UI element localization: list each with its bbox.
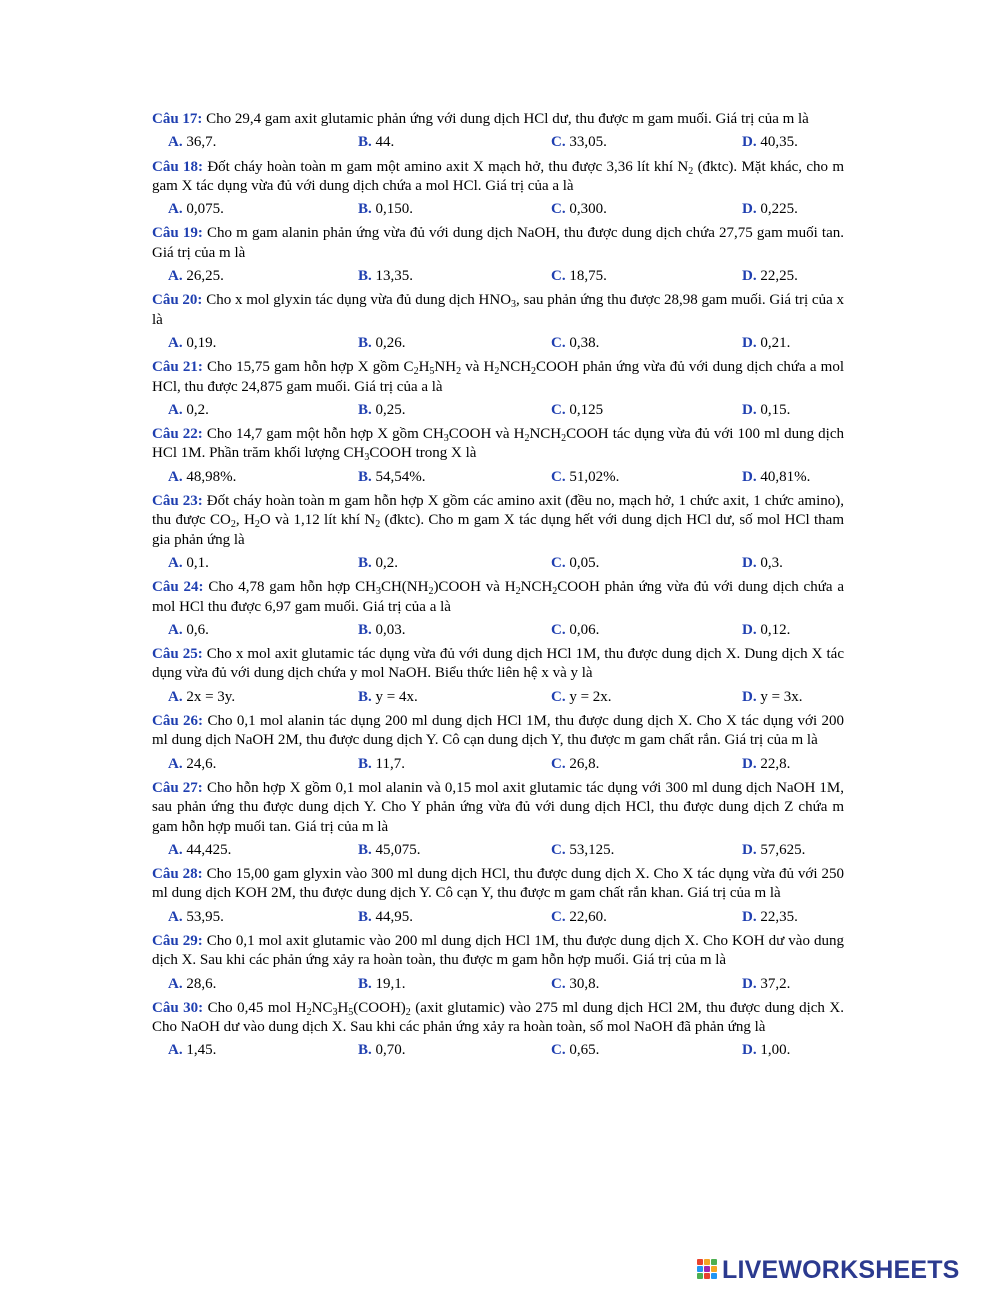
option-value: 30,8.	[565, 975, 600, 992]
option-value: 22,25.	[756, 268, 798, 285]
option-letter: B.	[358, 755, 372, 772]
option-letter: A.	[168, 755, 183, 772]
option-letter: A.	[168, 401, 183, 418]
answer-options	[152, 975, 844, 994]
option-value: 0,300.	[565, 201, 607, 218]
question-number: Câu 18:	[152, 158, 204, 175]
question-number: Câu 24:	[152, 579, 204, 596]
logo-grid-icon	[697, 1259, 719, 1281]
option-value: 37,2.	[756, 975, 791, 992]
option-value: 40,35.	[756, 134, 798, 151]
logo-cell	[711, 1259, 717, 1265]
answer-option[interactable]	[551, 401, 603, 420]
option-value: 57,625.	[756, 841, 806, 858]
answer-options	[152, 133, 844, 152]
question-body: Cho hỗn hợp X gồm 0,1 mol alanin và 0,15 mol axit glutamic tác dụng với 300 ml dung dịch NaOH 1M, sau phản ứng thu được dung dịch Y. Cho Y phản ứng vừa đủ với dung dịch HCl, thu được dung dịch Z chứa m gam hỗn hợp muối tan. Giá trị của m là	[152, 779, 845, 835]
option-letter: D.	[742, 975, 757, 992]
option-value: 2x = 3y.	[182, 688, 236, 705]
answer-option[interactable]	[168, 908, 224, 927]
option-letter: A.	[168, 908, 183, 925]
question-text	[152, 578, 844, 617]
answer-option[interactable]	[551, 621, 599, 640]
answer-option[interactable]	[551, 554, 599, 573]
option-value: 0,06.	[565, 621, 600, 638]
answer-option[interactable]	[551, 755, 599, 774]
option-value: 44,425.	[182, 841, 232, 858]
question-body: Cho 0,1 mol alanin tác dụng 200 ml dung dịch HCl 1M, thu được dung dịch X. Cho X tác dụng với 200 ml dung dịch NaOH 2M, thu được dung dịch Y. Cô cạn dung dịch Y, thu được m gam chất rắn. Giá trị của m là	[152, 713, 844, 749]
option-value: 0,6.	[182, 621, 209, 638]
option-letter: C.	[551, 401, 566, 418]
option-value: 0,65.	[565, 1042, 600, 1059]
option-letter: C.	[551, 554, 566, 571]
answer-options	[152, 755, 844, 774]
option-value: 0,19.	[182, 334, 217, 351]
option-letter: B.	[358, 1042, 372, 1059]
answer-options	[152, 554, 844, 573]
option-letter: B.	[358, 975, 372, 992]
option-letter: A.	[168, 268, 183, 285]
option-letter: A.	[168, 975, 183, 992]
answer-option[interactable]	[168, 621, 209, 640]
answer-option[interactable]	[742, 841, 805, 860]
question-body: Cho 4,78 gam hỗn hợp $CH_3CH(NH_2)COOH$ và $H_2NCH_2COOH$ phản ứng vừa đủ với dung dịch chứa a mol HCl thu được 6,97 gam muối. Giá trị của a là	[152, 579, 844, 615]
question-number: Câu 20:	[152, 292, 203, 309]
option-letter: A.	[168, 688, 183, 705]
answer-option[interactable]	[168, 334, 216, 353]
question-block	[152, 291, 844, 353]
question-number: Câu 22:	[152, 426, 203, 443]
question-body: Cho x mol axit glutamic tác dụng vừa đủ với dung dịch HCl 1M, thu được dung dịch X. Dung dịch X tác dụng vừa đủ với dung dịch chứa y mol NaOH. Biểu thức liên hệ x và y là	[152, 646, 845, 682]
option-letter: C.	[551, 908, 566, 925]
question-block	[152, 425, 844, 487]
question-block	[152, 932, 844, 994]
answer-option[interactable]	[168, 267, 224, 286]
option-value: 0,26.	[371, 334, 406, 351]
option-letter: A.	[168, 1042, 183, 1059]
answer-option[interactable]	[551, 908, 607, 927]
option-letter: A.	[168, 554, 183, 571]
option-letter: D.	[742, 1042, 757, 1059]
option-letter: C.	[551, 688, 566, 705]
question-number: Câu 25:	[152, 646, 203, 663]
option-value: 0,2.	[182, 401, 209, 418]
question-text	[152, 932, 844, 971]
answer-options	[152, 334, 844, 353]
option-value: 11,7.	[371, 755, 405, 772]
option-letter: B.	[358, 201, 372, 218]
answer-option[interactable]	[551, 688, 612, 707]
logo-text: LIVEWORKSHEETS	[722, 1256, 960, 1284]
question-number: Câu 17:	[152, 111, 203, 127]
question-body: Cho m gam alanin phản ứng vừa đủ với dung dịch NaOH, thu được dung dịch chứa 27,75 gam muối tan. Giá trị của m là	[152, 225, 845, 261]
option-letter: D.	[742, 134, 757, 151]
option-value: 22,60.	[565, 908, 607, 925]
answer-option[interactable]	[742, 688, 803, 707]
answer-option[interactable]	[742, 401, 790, 420]
answer-option[interactable]	[551, 468, 619, 487]
option-value: 0,21.	[756, 334, 791, 351]
answer-option[interactable]	[358, 688, 418, 707]
option-letter: B.	[358, 688, 372, 705]
option-letter: A.	[168, 134, 183, 151]
question-body: Cho 14,7 gam một hỗn hợp X gồm $CH_3COOH$ và $H_2NCH_2COOH$ tác dụng vừa đủ với 100 ml dung dịch HCl 1M. Phần trăm khối lượng $CH_3COOH$ trong X là	[152, 426, 844, 464]
logo-cell	[704, 1259, 710, 1265]
question-number: Câu 30:	[152, 999, 204, 1016]
option-value: 1,00.	[756, 1042, 791, 1059]
answer-options	[152, 841, 844, 860]
question-text	[152, 224, 844, 263]
option-value: 0,150.	[371, 201, 414, 218]
option-letter: C.	[551, 134, 566, 151]
question-number: Câu 27:	[152, 779, 203, 796]
answer-option[interactable]	[168, 133, 216, 152]
answer-option[interactable]	[168, 841, 231, 860]
option-letter: A.	[168, 841, 183, 858]
answer-option[interactable]	[551, 334, 599, 353]
option-value: 40,81%.	[756, 468, 811, 485]
logo-cell	[704, 1273, 710, 1279]
answer-option[interactable]	[358, 133, 394, 152]
answer-option[interactable]	[168, 200, 224, 219]
answer-option[interactable]	[742, 975, 790, 994]
option-value: 53,95.	[182, 908, 224, 925]
answer-option[interactable]	[168, 975, 216, 994]
option-letter: C.	[551, 975, 566, 992]
answer-options	[152, 401, 844, 420]
answer-option[interactable]	[358, 908, 413, 927]
option-value: 45,075.	[371, 841, 421, 858]
option-value: 0,125	[565, 401, 604, 418]
question-text	[152, 158, 844, 197]
question-number: Câu 21:	[152, 359, 203, 376]
option-value: 51,02%.	[565, 468, 620, 485]
question-text	[152, 865, 844, 904]
option-letter: B.	[358, 554, 372, 571]
option-letter: D.	[742, 334, 757, 351]
answer-option[interactable]	[551, 200, 607, 219]
option-letter: D.	[742, 268, 757, 285]
option-letter: A.	[168, 468, 183, 485]
option-value: 24,6.	[182, 755, 217, 772]
option-letter: C.	[551, 841, 566, 858]
answer-option[interactable]	[358, 554, 398, 573]
question-block	[152, 110, 844, 153]
answer-option[interactable]	[742, 133, 798, 152]
option-letter: D.	[742, 201, 757, 218]
liveworksheets-logo	[697, 1257, 960, 1283]
answer-option[interactable]	[551, 133, 607, 152]
answer-option[interactable]	[742, 468, 810, 487]
option-letter: C.	[551, 334, 566, 351]
option-value: 0,70.	[371, 1042, 406, 1059]
answer-option[interactable]	[551, 1041, 599, 1060]
answer-option[interactable]	[358, 975, 406, 994]
question-text	[152, 291, 844, 330]
answer-option[interactable]	[168, 401, 209, 420]
question-body: Cho 0,1 mol axit glutamic vào 200 ml dung dịch HCl 1M, thu được dung dịch X. Cho KOH dư vào dung dịch X. Sau khi các phản ứng xảy ra hoàn toàn, thu được m gam hỗn hợp muối. Giá trị của m là	[152, 932, 844, 969]
question-text	[152, 358, 844, 397]
answer-option[interactable]	[358, 1041, 406, 1060]
option-letter: C.	[551, 268, 566, 285]
option-value: 0,1.	[182, 554, 209, 571]
option-letter: D.	[742, 554, 757, 571]
question-body: Cho 0,45 mol $H_2NC_3H_5(COOH)_2$ (axit glutamic) vào 275 ml dung dịch HCl 2M, thu được dung dịch X. Cho NaOH dư vào dung dịch X. Sau khi các phản ứng xảy ra hoàn toàn, số mol NaOH đã phản ứng là	[152, 999, 844, 1036]
answer-option[interactable]	[358, 334, 406, 353]
answer-option[interactable]	[168, 554, 209, 573]
option-letter: C.	[551, 755, 566, 772]
worksheet-page	[152, 110, 844, 1066]
option-value: 28,6.	[182, 975, 217, 992]
answer-options	[152, 267, 844, 286]
option-value: 0,03.	[371, 621, 406, 638]
option-value: 53,125.	[565, 841, 615, 858]
question-text	[152, 425, 844, 464]
option-value: 1,45.	[182, 1042, 217, 1059]
option-letter: C.	[551, 1042, 566, 1059]
option-value: 0,15.	[756, 401, 791, 418]
question-text	[152, 712, 844, 751]
option-value: 0,12.	[756, 621, 791, 638]
option-letter: A.	[168, 201, 183, 218]
option-letter: B.	[358, 134, 372, 151]
answer-option[interactable]	[358, 841, 421, 860]
option-value: 54,54%.	[371, 468, 426, 485]
answer-option[interactable]	[358, 267, 413, 286]
option-letter: B.	[358, 621, 372, 638]
option-letter: B.	[358, 334, 372, 351]
answer-options	[152, 908, 844, 927]
answer-option[interactable]	[742, 1041, 790, 1060]
answer-option[interactable]	[358, 621, 406, 640]
question-body: Cho 15,75 gam hỗn hợp X gồm $C_2H_5NH_2$ và $H_2NCH_2COOH$ phản ứng vừa đủ với dung dịch chứa a mol HCl, thu được 24,875 gam muối. Giá trị của a là	[152, 359, 844, 395]
answer-option[interactable]	[551, 267, 607, 286]
answer-option[interactable]	[358, 401, 406, 420]
option-letter: B.	[358, 908, 372, 925]
option-letter: B.	[358, 841, 372, 858]
answer-option[interactable]	[358, 200, 413, 219]
option-value: y = 4x.	[371, 688, 418, 705]
question-body: Cho 15,00 gam glyxin vào 300 ml dung dịch HCl, thu được dung dịch X. Cho X tác dụng vừa đủ với 250 ml dung dịch KOH 2M, thu được dung dịch Y. Cô cạn Y, thu được m gam chất rắn khan. Giá trị của m là	[152, 866, 845, 902]
answer-options	[152, 1041, 844, 1060]
option-value: 26,8.	[565, 755, 600, 772]
option-value: 0,3.	[756, 554, 783, 571]
answer-option[interactable]	[742, 621, 790, 640]
option-value: 44.	[371, 134, 395, 151]
question-block	[152, 779, 844, 860]
question-text	[152, 110, 844, 129]
question-block	[152, 578, 844, 640]
option-value: 18,75.	[565, 268, 607, 285]
option-letter: D.	[742, 621, 757, 638]
question-number: Câu 29:	[152, 932, 203, 949]
answer-option[interactable]	[742, 554, 783, 573]
answer-options	[152, 200, 844, 219]
answer-options	[152, 468, 844, 487]
logo-cell	[711, 1266, 717, 1272]
option-letter: D.	[742, 401, 757, 418]
option-value: y = 3x.	[756, 688, 803, 705]
question-number: Câu 26:	[152, 713, 204, 730]
question-body: Đốt cháy hoàn toàn m gam hỗn hợp X gồm các amino axit (đều no, mạch hở, 1 chức axit, 1 chức amino), thu được $CO_2$, $H_2O$ và 1,12 lít khí $N_2$ (đktc). Cho m gam X tác dụng hết với dung dịch HCl dư, số mol HCl tham gia phản ứng là	[152, 493, 844, 548]
option-value: 0,38.	[565, 334, 600, 351]
option-value: 19,1.	[371, 975, 406, 992]
answer-options	[152, 621, 844, 640]
question-block	[152, 999, 844, 1061]
option-letter: D.	[742, 688, 757, 705]
option-value: 22,35.	[756, 908, 798, 925]
logo-cell	[697, 1259, 703, 1265]
question-number: Câu 19:	[152, 225, 203, 242]
option-value: 0,225.	[756, 201, 798, 218]
question-block	[152, 158, 844, 220]
option-letter: B.	[358, 468, 372, 485]
option-letter: C.	[551, 201, 566, 218]
question-body: Cho 29,4 gam axit glutamic phản ứng với dung dịch HCl dư, thu được m gam muối. Giá trị của m là	[202, 111, 809, 127]
option-letter: D.	[742, 908, 757, 925]
question-body: Cho x mol glyxin tác dụng vừa đủ dung dịch $HNO_3$, sau phản ứng thu được 28,98 gam muối. Giá trị của x là	[152, 292, 844, 328]
option-value: 13,35.	[371, 268, 414, 285]
question-block	[152, 645, 844, 707]
option-value: 0,2.	[371, 554, 399, 571]
logo-cell	[704, 1266, 710, 1272]
question-text	[152, 492, 844, 550]
question-body: Đốt cháy hoàn toàn m gam một amino axit X mạch hở, thu được 3,36 lít khí $N_2$ (đktc). Mặt khác, cho m gam X tác dụng vừa đủ với dung dịch chứa a mol HCl. Giá trị của a là	[152, 158, 845, 194]
question-number: Câu 28:	[152, 866, 203, 883]
question-text	[152, 999, 844, 1038]
answer-option[interactable]	[168, 1041, 216, 1060]
option-letter: A.	[168, 621, 183, 638]
option-value: 0,05.	[565, 554, 600, 571]
answer-option[interactable]	[551, 841, 614, 860]
option-letter: A.	[168, 334, 183, 351]
option-letter: D.	[742, 755, 757, 772]
option-letter: C.	[551, 468, 566, 485]
question-text	[152, 645, 844, 684]
answer-option[interactable]	[742, 200, 798, 219]
option-letter: D.	[742, 468, 757, 485]
logo-cell	[711, 1273, 717, 1279]
logo-cell	[697, 1266, 703, 1272]
option-value: 48,98%.	[182, 468, 237, 485]
option-value: 44,95.	[371, 908, 414, 925]
question-block	[152, 224, 844, 286]
answer-option[interactable]	[168, 755, 216, 774]
answer-options	[152, 688, 844, 707]
option-value: 26,25.	[182, 268, 224, 285]
answer-option[interactable]	[168, 688, 235, 707]
option-letter: B.	[358, 268, 372, 285]
question-block	[152, 492, 844, 573]
question-block	[152, 358, 844, 420]
option-value: 0,075.	[182, 201, 224, 218]
answer-option[interactable]	[742, 755, 790, 774]
answer-option[interactable]	[742, 267, 798, 286]
option-value: 22,8.	[756, 755, 791, 772]
answer-option[interactable]	[358, 468, 426, 487]
option-letter: D.	[742, 841, 757, 858]
option-value: y = 2x.	[565, 688, 612, 705]
question-number: Câu 23:	[152, 493, 203, 510]
answer-option[interactable]	[168, 468, 236, 487]
option-letter: B.	[358, 401, 372, 418]
option-value: 33,05.	[565, 134, 607, 151]
option-letter: C.	[551, 621, 566, 638]
question-text	[152, 779, 844, 837]
answer-option[interactable]	[358, 755, 405, 774]
option-value: 36,7.	[182, 134, 217, 151]
question-block	[152, 712, 844, 774]
answer-option[interactable]	[551, 975, 599, 994]
answer-option[interactable]	[742, 908, 798, 927]
logo-cell	[697, 1273, 703, 1279]
question-block	[152, 865, 844, 927]
answer-option[interactable]	[742, 334, 790, 353]
option-value: 0,25.	[371, 401, 406, 418]
